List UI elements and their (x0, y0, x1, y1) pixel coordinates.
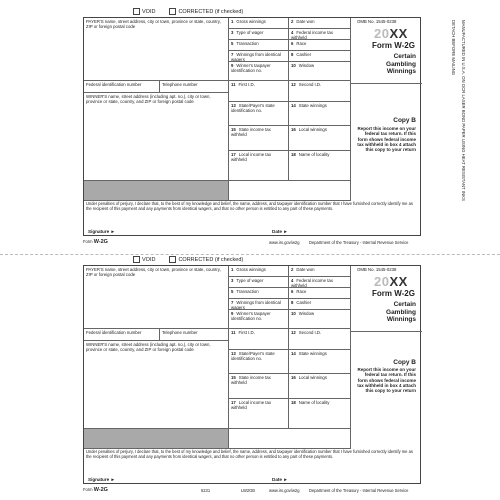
year-prefix: 20 (374, 274, 390, 289)
box-10[interactable] (289, 62, 351, 81)
box-12[interactable] (289, 81, 351, 102)
box-label: Local income tax withheld (231, 152, 272, 162)
winner-label: WINNER'S name, street address (including apt. no.), city or town, province or state, country, and ZIP or foreign postal code (86, 342, 211, 352)
fed-id-field[interactable] (84, 81, 160, 93)
box-number: 7 (231, 52, 234, 57)
box-label: Second I.D. (298, 330, 322, 335)
box-label: Winner's taxpayer identification no. (231, 311, 271, 321)
right-divider (351, 81, 422, 84)
corrected-label: CORRECTED (if checked) (178, 8, 244, 15)
box-label: Winnings from identical wagers (231, 52, 281, 62)
box-12[interactable] (289, 329, 351, 350)
copy-label: Copy B (393, 117, 416, 124)
box-number: 14 (291, 351, 296, 356)
box-label: First I.D. (238, 330, 255, 335)
form-footer-id (83, 239, 108, 245)
box-number: 15 (231, 127, 236, 132)
box-label: Local winnings (298, 375, 327, 380)
signature-label[interactable]: Signature ► (88, 477, 116, 482)
footer-code: LW2GB (241, 488, 256, 493)
box-label: Date won (296, 267, 315, 272)
box-number: 9 (231, 63, 234, 68)
box-label: Second I.D. (298, 82, 322, 87)
footer-form-name: W-2G (93, 239, 108, 245)
void-checkbox[interactable] (133, 8, 155, 15)
copy-instructions: Report this income on your federal tax return. If this form shows federal income tax withheld in box 4 attach this copy to your return (357, 367, 416, 394)
box-label: Type of wager (236, 278, 264, 283)
box-number: 5 (231, 41, 234, 46)
telephone-label: Telephone number (162, 82, 198, 87)
winner-label: WINNER'S name, street address (including apt. no.), city or town, province or state, country, and ZIP or foreign postal code (86, 94, 211, 104)
box-5[interactable] (229, 288, 289, 299)
footer-dept: Department of the Treasury - Internal Revenue Service (309, 488, 409, 493)
box-9[interactable] (229, 310, 289, 329)
box-number: 8 (291, 300, 294, 305)
box-13[interactable] (229, 350, 289, 374)
box-number: 1 (231, 19, 234, 24)
title-line: Certain (393, 301, 416, 308)
box-18[interactable] (289, 399, 351, 429)
box-label: Local winnings (298, 127, 327, 132)
form-title (386, 53, 416, 76)
corrected-checkbox[interactable] (169, 256, 243, 263)
box-3[interactable] (229, 29, 289, 40)
checkbox-row (133, 6, 243, 16)
box-label: Race (296, 41, 307, 46)
fed-id-field[interactable] (84, 329, 160, 341)
box-label: Window (298, 63, 315, 68)
box-label: Gross winnings (236, 267, 266, 272)
box-number: 5 (231, 289, 234, 294)
shaded-area (84, 429, 229, 449)
box-2[interactable] (289, 18, 351, 29)
box-1[interactable] (229, 266, 289, 277)
footer-form-word: Form (83, 239, 93, 244)
box-number: 13 (231, 103, 236, 108)
box-label: State winnings (298, 351, 327, 356)
checkbox-row (133, 254, 243, 264)
box-11[interactable] (229, 329, 289, 350)
box-label: Federal income tax withheld (291, 30, 333, 40)
box-number: 3 (231, 278, 234, 283)
box-number: 18 (291, 400, 296, 405)
telephone-field[interactable] (160, 81, 229, 93)
corrected-box-icon (169, 256, 176, 263)
telephone-field[interactable] (160, 329, 229, 341)
box-label: Winnings from identical wagers (231, 300, 281, 310)
title-line: Gambling (386, 60, 416, 68)
box-2[interactable] (289, 266, 351, 277)
void-box-icon (133, 256, 140, 263)
box-17[interactable] (229, 151, 289, 181)
winner-field[interactable] (84, 93, 229, 181)
form-name: Form W-2G (372, 289, 415, 298)
year-prefix: 20 (374, 26, 390, 41)
tax-year (374, 26, 408, 41)
signature-label[interactable]: Signature ► (88, 229, 116, 234)
box-label: Name of locality (298, 400, 330, 405)
box-label: State/Payer's state identification no. (231, 103, 275, 113)
right-divider (351, 329, 422, 332)
box-number: 12 (291, 330, 296, 335)
box-15[interactable] (229, 126, 289, 151)
year-suffix: XX (389, 26, 408, 41)
form-frame (83, 17, 421, 236)
box-label: State income tax withheld (231, 127, 271, 137)
detach-text: DETACH BEFORE MAILING (451, 20, 456, 76)
box-label: Type of wager (236, 30, 264, 35)
box-11[interactable] (229, 81, 289, 102)
fed-id-label: Federal identification number (86, 330, 142, 335)
box-4[interactable] (289, 29, 351, 40)
box-number: 11 (231, 82, 236, 87)
form-title (386, 301, 416, 324)
copy-instructions: Report this income on your federal tax return. If this form shows federal income tax withheld in box 4 attach this copy to your return (357, 126, 416, 153)
box-17[interactable] (229, 399, 289, 429)
fed-id-label: Federal identification number (86, 82, 142, 87)
date-label[interactable]: Date ► (272, 477, 288, 482)
box-1[interactable] (229, 18, 289, 29)
box-3[interactable] (229, 277, 289, 288)
box-8[interactable] (289, 51, 351, 62)
box-number: 1 (231, 267, 234, 272)
void-label: VOID (142, 256, 156, 263)
box-number: 10 (291, 63, 296, 68)
footer-url[interactable]: www.irs.gov/w2g (269, 488, 300, 493)
form-footer-id (83, 487, 108, 493)
date-label[interactable]: Date ► (272, 229, 288, 234)
box-number: 18 (291, 152, 296, 157)
w2g-form (83, 254, 421, 494)
footer-url[interactable]: www.irs.gov/w2g (269, 240, 300, 245)
void-box-icon (133, 8, 140, 15)
box-number: 3 (231, 30, 234, 35)
box-16[interactable] (289, 126, 351, 151)
box-label: Winner's taxpayer identification no. (231, 63, 271, 73)
box-13[interactable] (229, 102, 289, 126)
box-number: 9 (231, 311, 234, 316)
box-number: 8 (291, 52, 294, 57)
payer-field[interactable] (84, 266, 229, 329)
box-6[interactable] (289, 288, 351, 299)
box-number: 6 (291, 289, 294, 294)
box-14[interactable] (289, 350, 351, 374)
box-5[interactable] (229, 40, 289, 51)
box-label: Race (296, 289, 307, 294)
box-15[interactable] (229, 374, 289, 399)
year-suffix: XX (389, 274, 408, 289)
perjury-text: Under penalties of perjury, I declare that, to the best of my knowledge and belief, the name, address, and taxpayer identification number that I have furnished correctly identify me as the recipient of this payment and any payments from identical wagers, and that no other person is entitled to any part of these payments. (86, 201, 413, 211)
box-number: 7 (231, 300, 234, 305)
box-label: Cashier (296, 52, 312, 57)
box-number: 2 (291, 267, 294, 272)
footer-cat: 5231 (201, 488, 211, 493)
box-label: Date won (296, 19, 315, 24)
box-number: 13 (231, 351, 236, 356)
box-label: Window (298, 311, 315, 316)
box-number: 11 (231, 330, 236, 335)
box-7[interactable] (229, 299, 289, 310)
box-16[interactable] (289, 374, 351, 399)
title-line: Certain (393, 53, 416, 60)
box-number: 4 (291, 278, 294, 283)
box-number: 17 (231, 152, 236, 157)
box-8[interactable] (289, 299, 351, 310)
title-line: Gambling (386, 308, 416, 316)
empty-right-area (229, 429, 351, 449)
box-number: 4 (291, 30, 294, 35)
box-label: Transaction (236, 289, 259, 294)
tax-year (374, 274, 408, 289)
box-label: Local income tax withheld (231, 400, 272, 410)
box-label: First I.D. (238, 82, 255, 87)
copy-label: Copy B (393, 359, 416, 366)
corrected-checkbox[interactable] (169, 8, 243, 15)
shaded-area (84, 181, 229, 201)
box-label: Gross winnings (236, 19, 266, 24)
payer-field[interactable] (84, 18, 229, 81)
omb-number: OMB No. 1545-0238 (357, 19, 397, 24)
perjury-block (84, 449, 422, 485)
footer-form-name: W-2G (93, 487, 108, 493)
box-number: 14 (291, 103, 296, 108)
payer-label: PAYER'S name, street address, city or town, province or state, country, ZIP or foreign postal code (86, 267, 221, 277)
title-line: Winnings (386, 68, 416, 75)
omb-number: OMB No. 1545-0238 (357, 267, 397, 272)
corrected-box-icon (169, 8, 176, 15)
box-18[interactable] (289, 151, 351, 181)
w2g-form (83, 6, 421, 246)
box-number: 15 (231, 375, 236, 380)
perforation-line (0, 254, 500, 255)
void-label: VOID (142, 8, 156, 15)
box-label: State income tax withheld (231, 375, 271, 385)
box-label: Cashier (296, 300, 312, 305)
form-frame (83, 265, 421, 484)
box-number: 2 (291, 19, 294, 24)
box-number: 6 (291, 41, 294, 46)
box-number: 12 (291, 82, 296, 87)
void-checkbox[interactable] (133, 256, 155, 263)
box-label: Federal income tax withheld (291, 278, 333, 288)
telephone-label: Telephone number (162, 330, 198, 335)
winner-field[interactable] (84, 341, 229, 429)
box-number: 16 (291, 375, 296, 380)
footer-form-word: Form (83, 487, 93, 492)
box-number: 16 (291, 127, 296, 132)
footer-dept: Department of the Treasury - Internal Revenue Service (309, 240, 409, 245)
box-label: Transaction (236, 41, 259, 46)
title-line: Winnings (386, 316, 416, 323)
perjury-block (84, 201, 422, 237)
box-10[interactable] (289, 310, 351, 329)
box-label: Name of locality (298, 152, 330, 157)
box-7[interactable] (229, 51, 289, 62)
box-14[interactable] (289, 102, 351, 126)
box-9[interactable] (229, 62, 289, 81)
corrected-label: CORRECTED (if checked) (178, 256, 244, 263)
form-name: Form W-2G (372, 41, 415, 50)
box-4[interactable] (289, 277, 351, 288)
perjury-text: Under penalties of perjury, I declare that, to the best of my knowledge and belief, the name, address, and taxpayer identification number that I have furnished correctly identify me as the recipient of this payment and any payments from identical wagers, and that no other person is entitled to any part of these payments. (86, 449, 413, 459)
box-number: 10 (291, 311, 296, 316)
payer-label: PAYER'S name, street address, city or town, province or state, country, ZIP or foreign postal code (86, 19, 221, 29)
box-label: State winnings (298, 103, 327, 108)
box-label: State/Payer's state identification no. (231, 351, 275, 361)
side-margin-text (436, 20, 464, 240)
box-number: 17 (231, 400, 236, 405)
manufactured-text: MANUFACTURED IN U.S.A. ON OCR LASER BOND PAPER USING HEAT RESISTANT INKS (461, 20, 466, 201)
empty-right-area (229, 181, 351, 201)
box-6[interactable] (289, 40, 351, 51)
